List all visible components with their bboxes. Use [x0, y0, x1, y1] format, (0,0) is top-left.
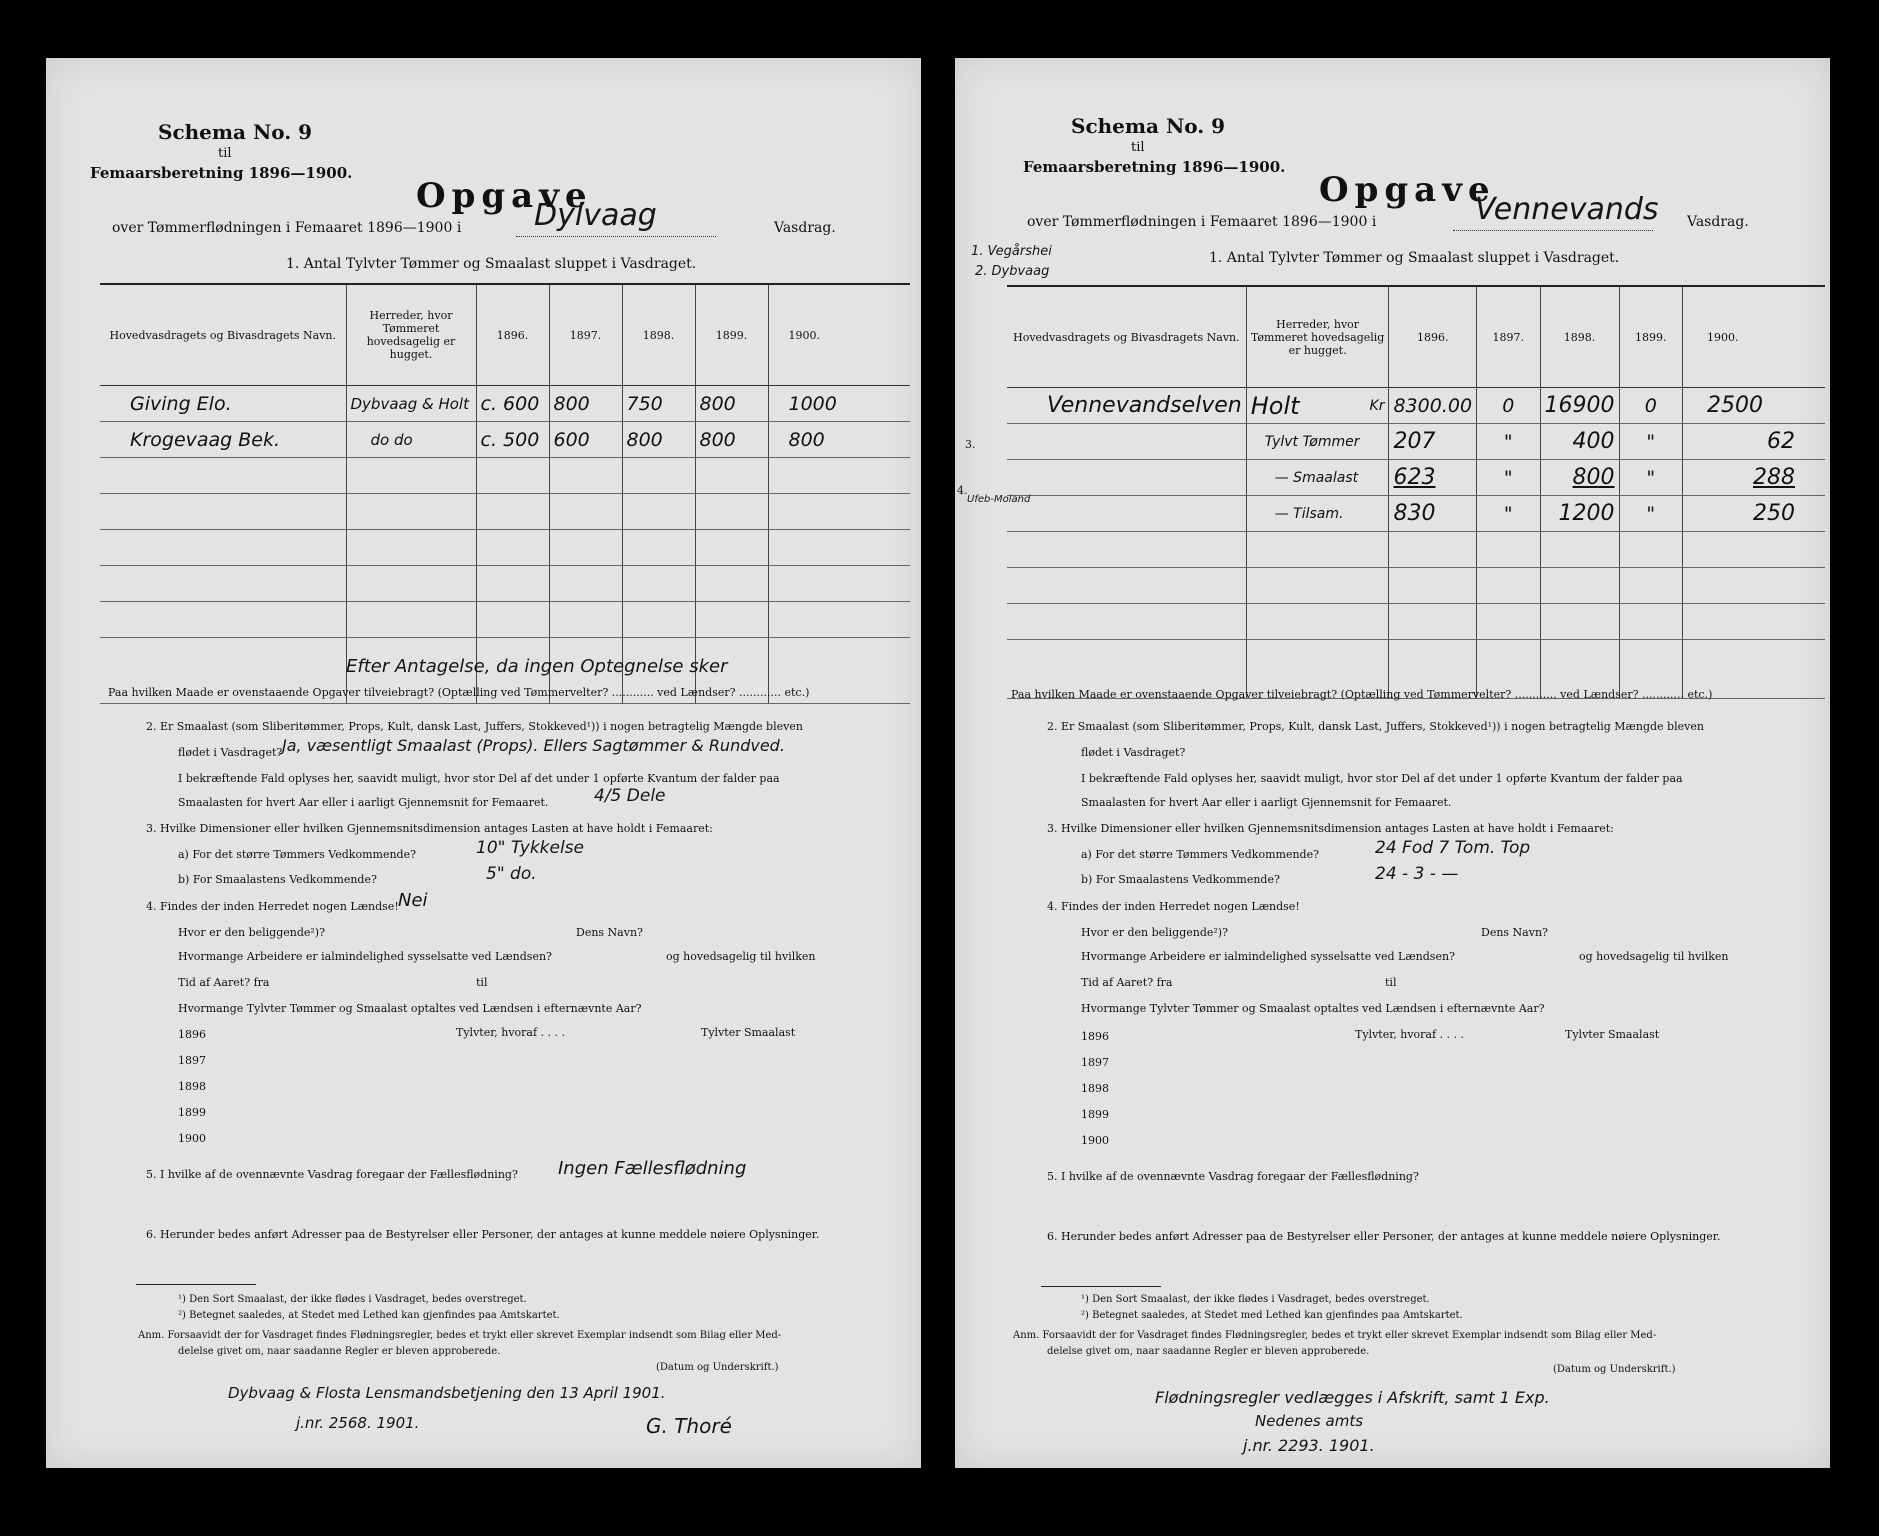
journal-number: j.nr. 2568. 1901. — [296, 1414, 420, 1432]
header-herreder: Herreder, hvor Tømmeret hovedsagelig er hugget. — [1246, 287, 1389, 388]
table-row — [1007, 604, 1825, 640]
opgave-title: Opgave — [1319, 170, 1496, 210]
stamp-text: Nedenes amts — [1255, 1412, 1364, 1430]
question-2b: flødet i Vasdraget? — [178, 746, 283, 759]
tylvter-smaalast-label: Tylvter Smaalast — [701, 1026, 796, 1039]
header-1896: 1896. — [476, 285, 549, 386]
row-1897: 800 — [549, 386, 622, 422]
row-1898: 400 — [1540, 424, 1619, 460]
anm-line-1: Anm. Forsaavidt der for Vasdraget findes Flødningsregler, bedes et trykt eller skrevet Exemplar indsendt som Bilag eller Med- — [138, 1330, 782, 1341]
row-1899: 800 — [695, 386, 768, 422]
question-3b-handwritten: 5" do. — [486, 864, 537, 884]
footnote-1: ¹) Den Sort Smaalast, der ikke flødes i Vasdraget, bedes overstreget. — [178, 1294, 527, 1305]
year-1899: 1899 — [1081, 1108, 1109, 1121]
row-1900: 250 — [1682, 496, 1825, 532]
table-row — [100, 386, 910, 422]
year-1898: 1898 — [1081, 1082, 1109, 1095]
form-page-right — [955, 58, 1830, 1468]
row-herred: — Smaalast — [1246, 460, 1389, 496]
row-1899: " — [1619, 496, 1682, 532]
tylvter-hvoraf-label: Tylvter, hvoraf . . . . — [456, 1026, 566, 1039]
question-2-handwritten: Ja, væsentligt Smaalast (Props). Ellers Sagtømmer & Rundved. — [282, 736, 785, 755]
question-3a-handwritten: 10" Tykkelse — [476, 838, 585, 858]
row-name — [1007, 424, 1246, 460]
schema-number: Schema No. 9 — [1071, 114, 1226, 138]
row-herred — [1246, 388, 1389, 424]
question-5-handwritten: Ingen Fællesflødning — [558, 1158, 747, 1179]
year-1900: 1900 — [1081, 1134, 1109, 1147]
table-row — [1007, 568, 1825, 604]
question-1: 1. Antal Tylvter Tømmer og Smaalast sluppet i Vasdraget. — [286, 256, 697, 272]
footnote-2: ²) Betegnet saaledes, at Stedet med Lethed kan gjenfindes paa Amtskartet. — [178, 1310, 560, 1321]
question-3b-handwritten: 24 - 3 - — — [1375, 864, 1459, 884]
question-3a: a) For det større Tømmers Vedkommende? — [178, 848, 416, 861]
anm-line-2: delelse givet om, naar saadanne Regler er bleven approberede. — [178, 1346, 501, 1357]
method-question: Paa hvilken Maade er ovenstaaende Opgaver tilveiebragt? (Optælling ved Tømmervelter? ............ ved Lændser? ............ etc.) — [1011, 688, 1713, 701]
over-prefix: over Tømmerflødningen i Femaaret 1896—1900 i — [112, 220, 462, 236]
row-herred: Tylvt Tømmer — [1246, 424, 1389, 460]
femaar-title: Femaarsberetning 1896—1900. — [1023, 158, 1286, 176]
question-4: 4. Findes der inden Herredet nogen Lændse! — [1047, 900, 1300, 913]
header-1899: 1899. — [1619, 287, 1682, 388]
footnote-2: ²) Betegnet saaledes, at Stedet med Lethed kan gjenfindes paa Amtskartet. — [1081, 1310, 1463, 1321]
question-4: 4. Findes der inden Herredet nogen Lændse! — [146, 900, 399, 913]
anm-line-1: Anm. Forsaavidt der for Vasdraget findes Flødningsregler, bedes et trykt eller skrevet Exemplar indsendt som Bilag eller Med- — [1013, 1330, 1657, 1341]
question-2d-handwritten: 4/5 Dele — [594, 786, 666, 806]
opgave-title: Opgave — [416, 176, 593, 216]
question-2d: Smaalasten for hvert Aar eller i aarligt Gjennemsnit for Femaaret. — [178, 796, 549, 809]
question-3a: a) For det større Tømmers Vedkommende? — [1081, 848, 1319, 861]
year-1897: 1897 — [178, 1054, 206, 1067]
question-3: 3. Hvilke Dimensioner eller hvilken Gjennemsnitsdimension antages Lasten at have holdt i Femaaret: — [1047, 822, 1614, 835]
question-2b: flødet i Vasdraget? — [1081, 746, 1186, 759]
question-2a: 2. Er Smaalast (som Sliberitømmer, Props, Kult, dansk Last, Juffers, Stokkeved¹)) i nogen betragtelig Mængde bleven — [146, 720, 803, 733]
row-1896: 8300.00 — [1389, 388, 1477, 424]
header-1897: 1897. — [549, 285, 622, 386]
row-1896: c. 500 — [476, 422, 549, 458]
header-1898: 1898. — [1540, 287, 1619, 388]
question-5: 5. I hvilke af de ovennævnte Vasdrag foregaar der Fællesflødning? — [146, 1168, 518, 1181]
form-page-left — [46, 58, 921, 1468]
year-1897: 1897 — [1081, 1056, 1109, 1069]
signature: G. Thoré — [646, 1414, 732, 1438]
row-name: Vennevandselven — [1007, 388, 1246, 424]
method-handwritten: Efter Antagelse, da ingen Optegnelse sker — [346, 656, 728, 677]
table-row — [1007, 496, 1825, 532]
year-1896: 1896 — [178, 1028, 206, 1041]
over-prefix: over Tømmerflødningen i Femaaret 1896—1900 i — [1027, 214, 1377, 230]
question-4c: Hvormange Arbeidere er ialmindelighed sysselsatte ved Lændsen? — [1081, 950, 1455, 963]
row-1899: 0 — [1619, 388, 1682, 424]
table-row — [100, 494, 910, 530]
row-1899: " — [1619, 424, 1682, 460]
year-1899: 1899 — [178, 1106, 206, 1119]
question-3b: b) For Smaalastens Vedkommende? — [1081, 873, 1280, 886]
margin-note-2: 2. Dybvaag — [975, 264, 1050, 279]
row-1900: 2500 — [1682, 388, 1825, 424]
question-4e: Hvormange Tylvter Tømmer og Smaalast optaltes ved Lændsen i efternævnte Aar? — [178, 1002, 642, 1015]
journal-number: j.nr. 2293. 1901. — [1243, 1436, 1375, 1455]
header-1900: 1900. — [768, 285, 910, 386]
question-3b: b) For Smaalastens Vedkommende? — [178, 873, 377, 886]
question-4b-navn: Dens Navn? — [576, 926, 643, 939]
table-row — [1007, 424, 1825, 460]
row-name: Giving Elo. — [100, 386, 346, 422]
header-name: Hovedvasdragets og Bivasdragets Navn. — [1007, 287, 1246, 388]
anm-line-2: delelse givet om, naar saadanne Regler er bleven approberede. — [1047, 1346, 1370, 1357]
row-number-3: 3. — [965, 438, 976, 451]
row-1897: " — [1477, 460, 1540, 496]
row-number-4: 4. — [957, 484, 968, 497]
year-1896: 1896 — [1081, 1030, 1109, 1043]
row-1899: 800 — [695, 422, 768, 458]
vasdrag-suffix: Vasdrag. — [1687, 214, 1749, 230]
row-1897: 0 — [1477, 388, 1540, 424]
table-row — [100, 602, 910, 638]
row-1896: 830 — [1389, 496, 1477, 532]
row-1897: 600 — [549, 422, 622, 458]
question-4b-navn: Dens Navn? — [1481, 926, 1548, 939]
table-row — [1007, 532, 1825, 568]
header-name: Hovedvasdragets og Bivasdragets Navn. — [100, 285, 346, 386]
row-1898: 800 — [622, 422, 695, 458]
table-row — [100, 530, 910, 566]
row-1896: 207 — [1389, 424, 1477, 460]
question-6: 6. Herunder bedes anført Adresser paa de Bestyrelser eller Personer, der antages at kunne meddele nøiere Oplysninger. — [1047, 1230, 1721, 1243]
question-4c: Hvormange Arbeidere er ialmindelighed sysselsatte ved Lændsen? — [178, 950, 552, 963]
question-4d: Tid af Aaret? fra — [1081, 976, 1173, 989]
question-4d-til: til — [476, 976, 488, 989]
question-3: 3. Hvilke Dimensioner eller hvilken Gjennemsnitsdimension antages Lasten at have holdt i Femaaret: — [146, 822, 713, 835]
row-1899: " — [1619, 460, 1682, 496]
row-1898: 1200 — [1540, 496, 1619, 532]
vasdrag-handwritten: Dylvaag — [534, 198, 657, 233]
method-question: Paa hvilken Maade er ovenstaaende Opgaver tilveiebragt? (Optælling ved Tømmervelter? ............ ved Lændser? ............ etc.) — [108, 686, 810, 699]
header-1897: 1897. — [1477, 287, 1540, 388]
question-2d: Smaalasten for hvert Aar eller i aarligt Gjennemsnit for Femaaret. — [1081, 796, 1452, 809]
header-1899: 1899. — [695, 285, 768, 386]
row-1898: 16900 — [1540, 388, 1619, 424]
vasdrag-suffix: Vasdrag. — [774, 220, 836, 236]
row-1897: " — [1477, 424, 1540, 460]
tylvter-smaalast-label: Tylvter Smaalast — [1565, 1028, 1660, 1041]
row-name: Krogevaag Bek. — [100, 422, 346, 458]
signature-line-1: Flødningsregler vedlægges i Afskrift, samt 1 Exp. — [1155, 1388, 1550, 1407]
header-1900: 1900. — [1682, 287, 1825, 388]
row-1896: c. 600 — [476, 386, 549, 422]
row-kr: Kr — [1369, 397, 1385, 414]
timber-table — [1007, 287, 1825, 699]
row-name — [1007, 460, 1246, 496]
footnote-1: ¹) Den Sort Smaalast, der ikke flødes i Vasdraget, bedes overstreget. — [1081, 1294, 1430, 1305]
question-4b: Hvor er den beliggende²)? — [178, 926, 325, 939]
row-1900: 800 — [768, 422, 910, 458]
row-1900: 288 — [1682, 460, 1825, 496]
row-herred: do do — [346, 422, 476, 458]
header-herreder: Herreder, hvor Tømmeret hovedsagelig er hugget. — [346, 285, 476, 386]
row-herred: Dybvaag & Holt — [346, 386, 476, 422]
row-herred: — Tilsam. — [1246, 496, 1389, 532]
question-5: 5. I hvilke af de ovennævnte Vasdrag foregaar der Fællesflødning? — [1047, 1170, 1419, 1183]
table-row — [100, 422, 910, 458]
femaar-title: Femaarsberetning 1896—1900. — [90, 164, 353, 182]
datum-label: (Datum og Underskrift.) — [656, 1362, 779, 1373]
question-4e: Hvormange Tylvter Tømmer og Smaalast optaltes ved Lændsen i efternævnte Aar? — [1081, 1002, 1545, 1015]
question-2c: I bekræftende Fald oplyses her, saavidt muligt, hvor stor Del af det under 1 opførte Kvantum der falder paa — [178, 772, 780, 785]
question-4d: Tid af Aaret? fra — [178, 976, 270, 989]
question-4-handwritten: Nei — [398, 890, 428, 911]
row-1900: 1000 — [768, 386, 910, 422]
vasdrag-handwritten: Vennevands — [1475, 192, 1659, 227]
vasdrag-dotted-line — [1453, 230, 1653, 231]
table-row — [1007, 460, 1825, 496]
vasdrag-dotted-line — [516, 236, 716, 237]
til-label: til — [1131, 140, 1145, 155]
table-row — [100, 458, 910, 494]
table-row — [1007, 388, 1825, 424]
datum-label: (Datum og Underskrift.) — [1553, 1364, 1676, 1375]
question-4c-2: og hovedsagelig til hvilken — [1579, 950, 1729, 963]
footnote-rule — [136, 1284, 256, 1285]
question-2c: I bekræftende Fald oplyses her, saavidt muligt, hvor stor Del af det under 1 opførte Kvantum der falder paa — [1081, 772, 1683, 785]
row-1896: 623 — [1389, 460, 1477, 496]
question-1: 1. Antal Tylvter Tømmer og Smaalast sluppet i Vasdraget. — [1209, 250, 1620, 266]
row-name — [1007, 496, 1246, 532]
question-3a-handwritten: 24 Fod 7 Tom. Top — [1375, 838, 1531, 858]
header-1896: 1896. — [1389, 287, 1477, 388]
row-1897: " — [1477, 496, 1540, 532]
question-2a: 2. Er Smaalast (som Sliberitømmer, Props, Kult, dansk Last, Juffers, Stokkeved¹)) i nogen betragtelig Mængde bleven — [1047, 720, 1704, 733]
til-label: til — [218, 146, 232, 161]
footnote-rule — [1041, 1286, 1161, 1287]
question-6: 6. Herunder bedes anført Adresser paa de Bestyrelser eller Personer, der antages at kunne meddele nøiere Oplysninger. — [146, 1228, 820, 1241]
timber-table — [100, 285, 910, 704]
year-1898: 1898 — [178, 1080, 206, 1093]
question-4b: Hvor er den beliggende²)? — [1081, 926, 1228, 939]
question-4c-2: og hovedsagelig til hvilken — [666, 950, 816, 963]
row-1898: 800 — [1540, 460, 1619, 496]
year-1900: 1900 — [178, 1132, 206, 1145]
schema-number: Schema No. 9 — [158, 120, 313, 144]
header-1898: 1898. — [622, 285, 695, 386]
row-1900: 62 — [1682, 424, 1825, 460]
tylvter-hvoraf-label: Tylvter, hvoraf . . . . — [1355, 1028, 1465, 1041]
row-1898: 750 — [622, 386, 695, 422]
margin-note-3: Ufeb-Moland — [967, 494, 1031, 505]
row-herred-text: Holt — [1250, 391, 1300, 420]
margin-note-1: 1. Vegårshei — [971, 244, 1052, 259]
signature-line-1: Dybvaag & Flosta Lensmandsbetjening den 13 April 1901. — [228, 1384, 666, 1402]
table-row — [100, 566, 910, 602]
question-4d-til: til — [1385, 976, 1397, 989]
